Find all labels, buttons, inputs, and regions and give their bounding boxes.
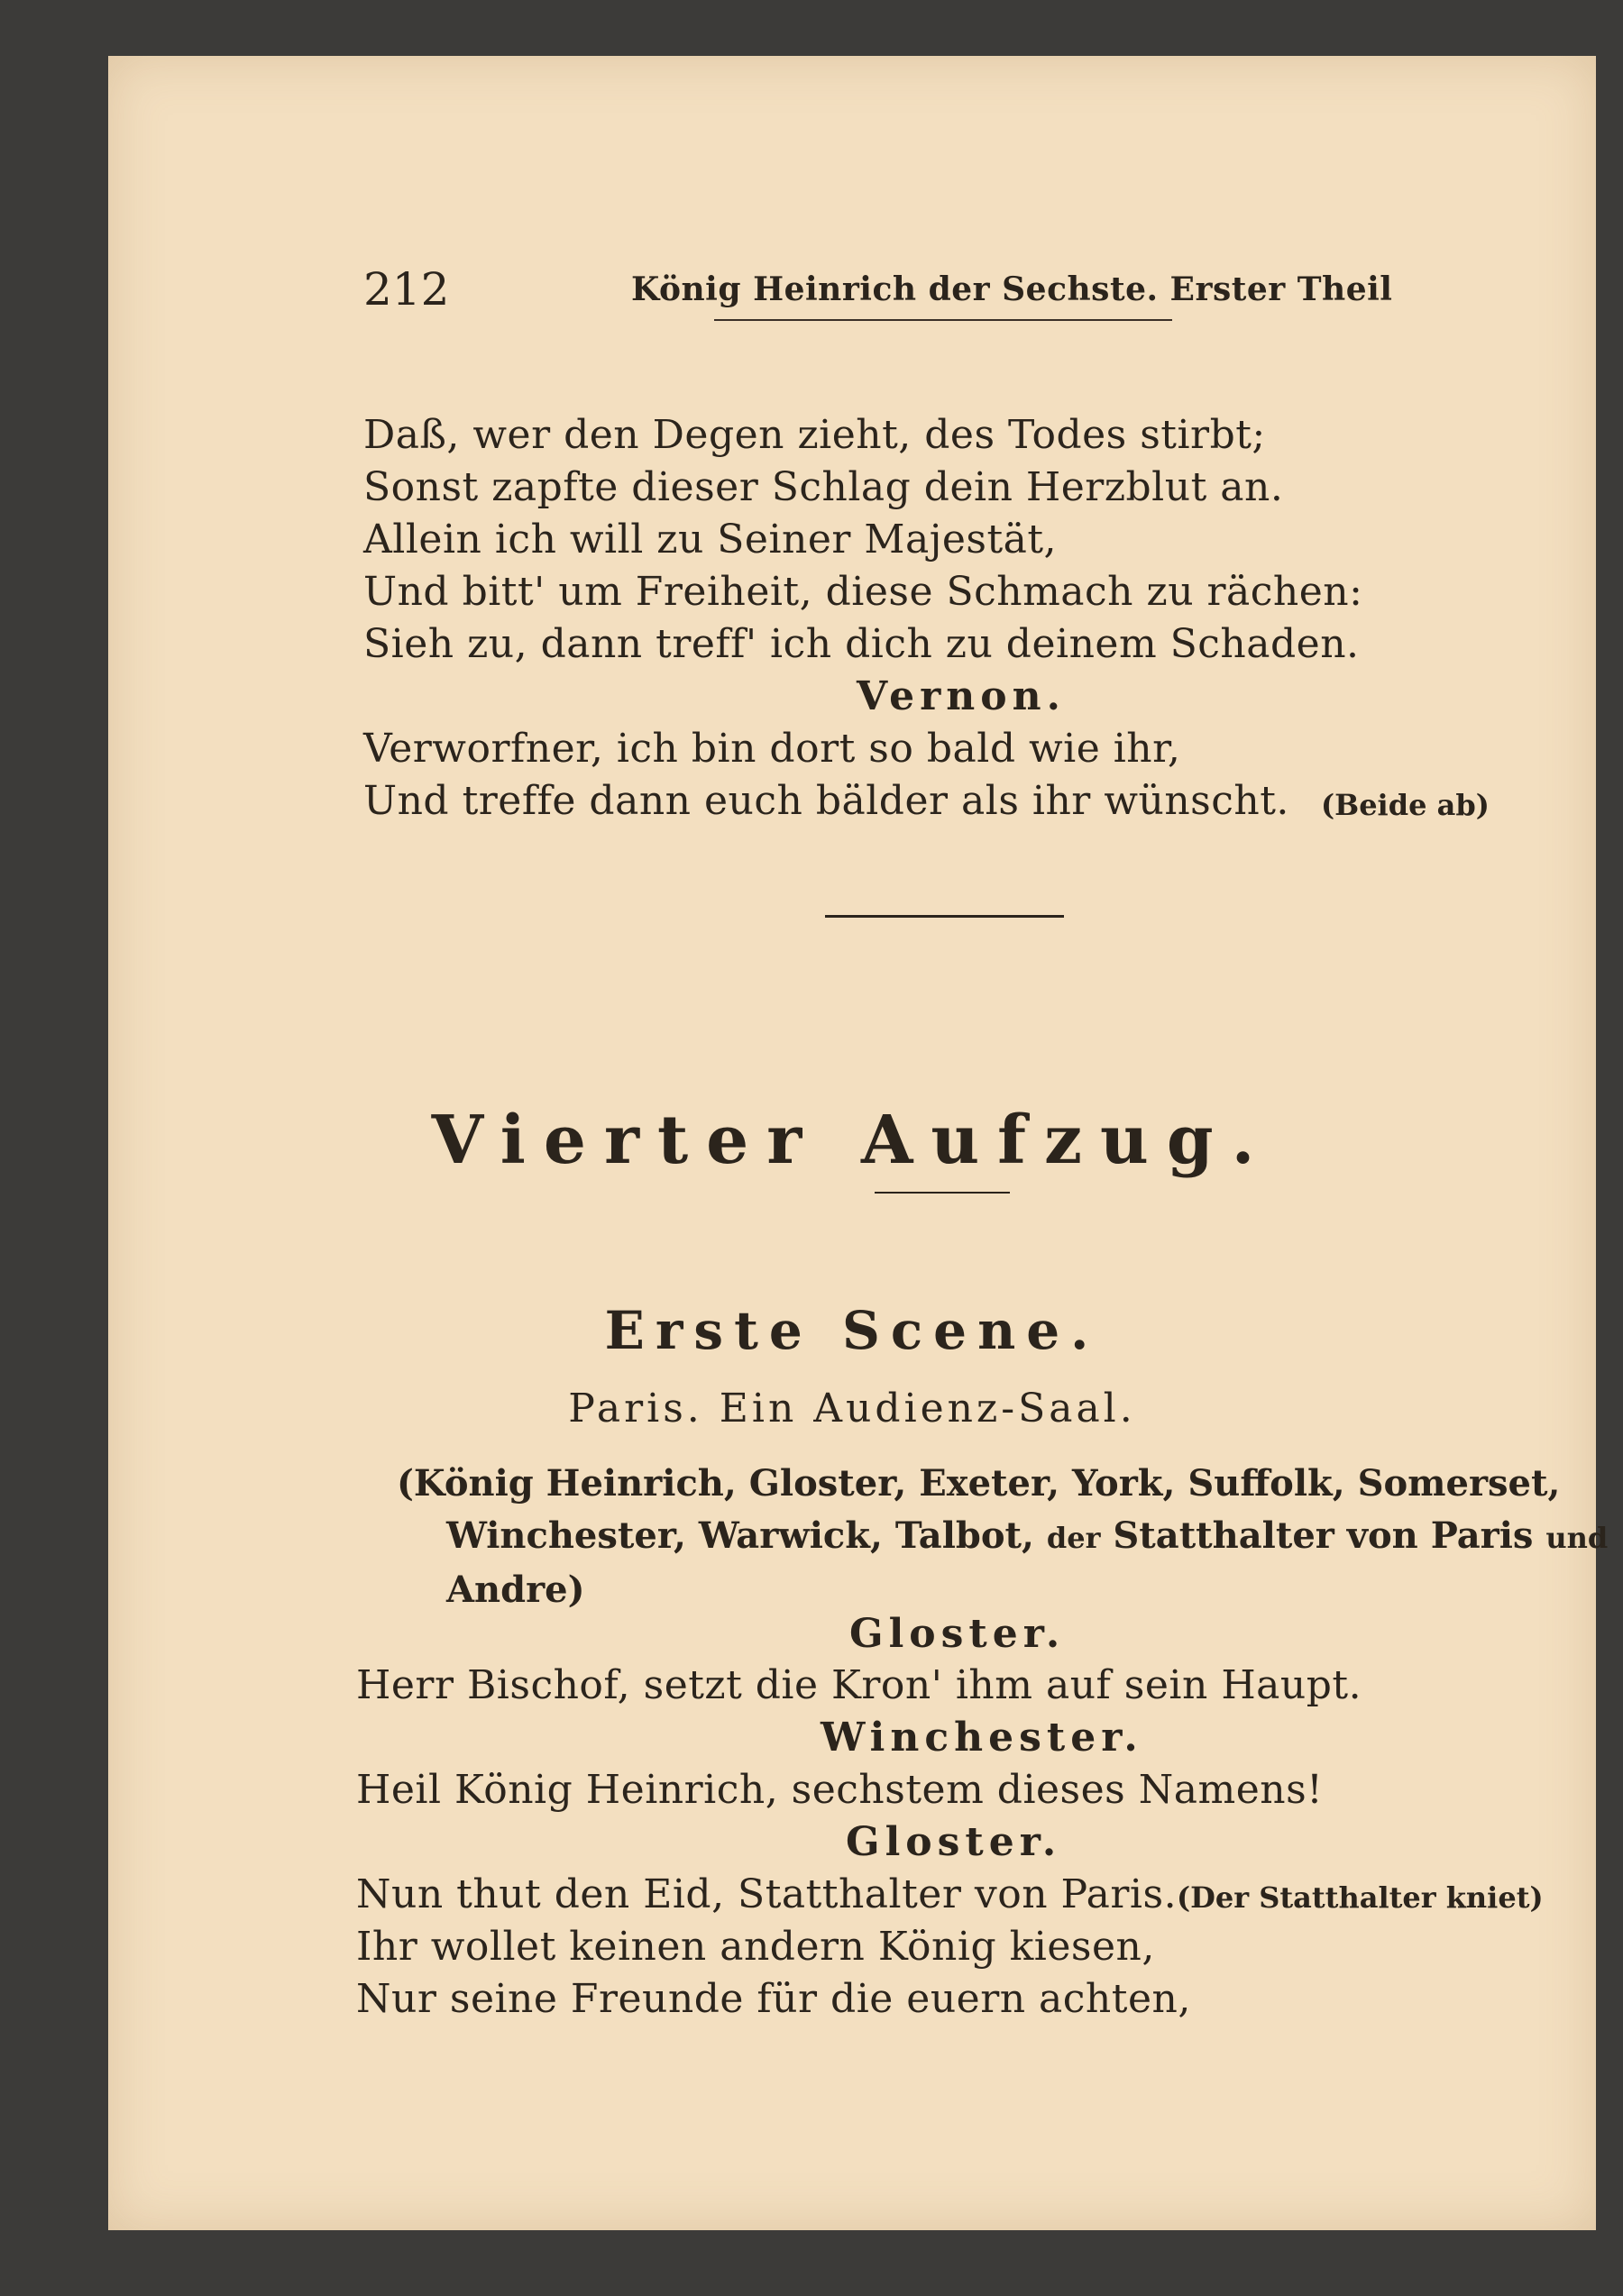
cast-line: (König Heinrich, Gloster, Exeter, York, Suffolk, Somerset, [397,1462,1561,1505]
speaker-name: Gloster. [846,1819,1062,1865]
verse-line: Heil König Heinrich, sechstem dieses Namens! [356,1767,1324,1813]
cast-line [397,1510,1623,1564]
cast-names: Winchester, Warwick, Talbot, [446,1514,1034,1557]
cast-line: Andre) [446,1569,585,1611]
cast-article: der [1046,1521,1101,1555]
verse-line: Daß, wer den Degen zieht, des Todes stirbt; [363,412,1266,458]
act-divider [875,1192,1010,1194]
scene-title: Erste Scene. [604,1300,1100,1361]
speaker-name: Gloster. [849,1611,1066,1657]
book-page [108,56,1609,2230]
running-title: König Heinrich der Sechste. Erster Theil [631,270,1393,308]
section-divider [825,915,1064,918]
scene-location: Paris. Ein Audienz-Saal. [568,1386,1136,1432]
verse-line: Herr Bischof, setzt die Kron' ihm auf sein Haupt. [356,1662,1362,1708]
verse-line: Nun thut den Eid, Statthalter von Paris. [356,1871,1178,1917]
stage-direction: (Der Statthalter kniet) [1177,1880,1544,1915]
cast-conjunction: und [1545,1521,1609,1555]
verse-line: Und treffe dann euch bälder als ihr wünscht. [363,778,1289,824]
speaker-name: Vernon. [857,673,1066,719]
page-number: 212 [363,263,450,316]
verse-line: Allein ich will zu Seiner Majestät, [363,517,1058,563]
verse-line: Sonst zapfte dieser Schlag dein Herzblut an. [363,464,1284,510]
verse-line: Und bitt' um Freiheit, diese Schmach zu rächen: [363,569,1363,615]
verse-line: Sieh zu, dann treff' ich dich zu deinem Schaden. [363,621,1360,667]
verse-line: Ihr wollet keinen andern König kiesen, [356,1924,1155,1970]
cast-list [397,1458,1623,1616]
verse-line: Nur seine Freunde für die euern achten, [356,1976,1191,2022]
cast-title: Statthalter von Paris [1113,1514,1534,1557]
speaker-name: Winchester. [821,1715,1143,1761]
act-title: Vierter Aufzug. [431,1102,1273,1179]
verse-line: Verworfner, ich bin dort so bald wie ihr, [363,726,1181,772]
header-rule [714,319,1172,321]
stage-direction: (Beide ab) [1321,788,1490,822]
